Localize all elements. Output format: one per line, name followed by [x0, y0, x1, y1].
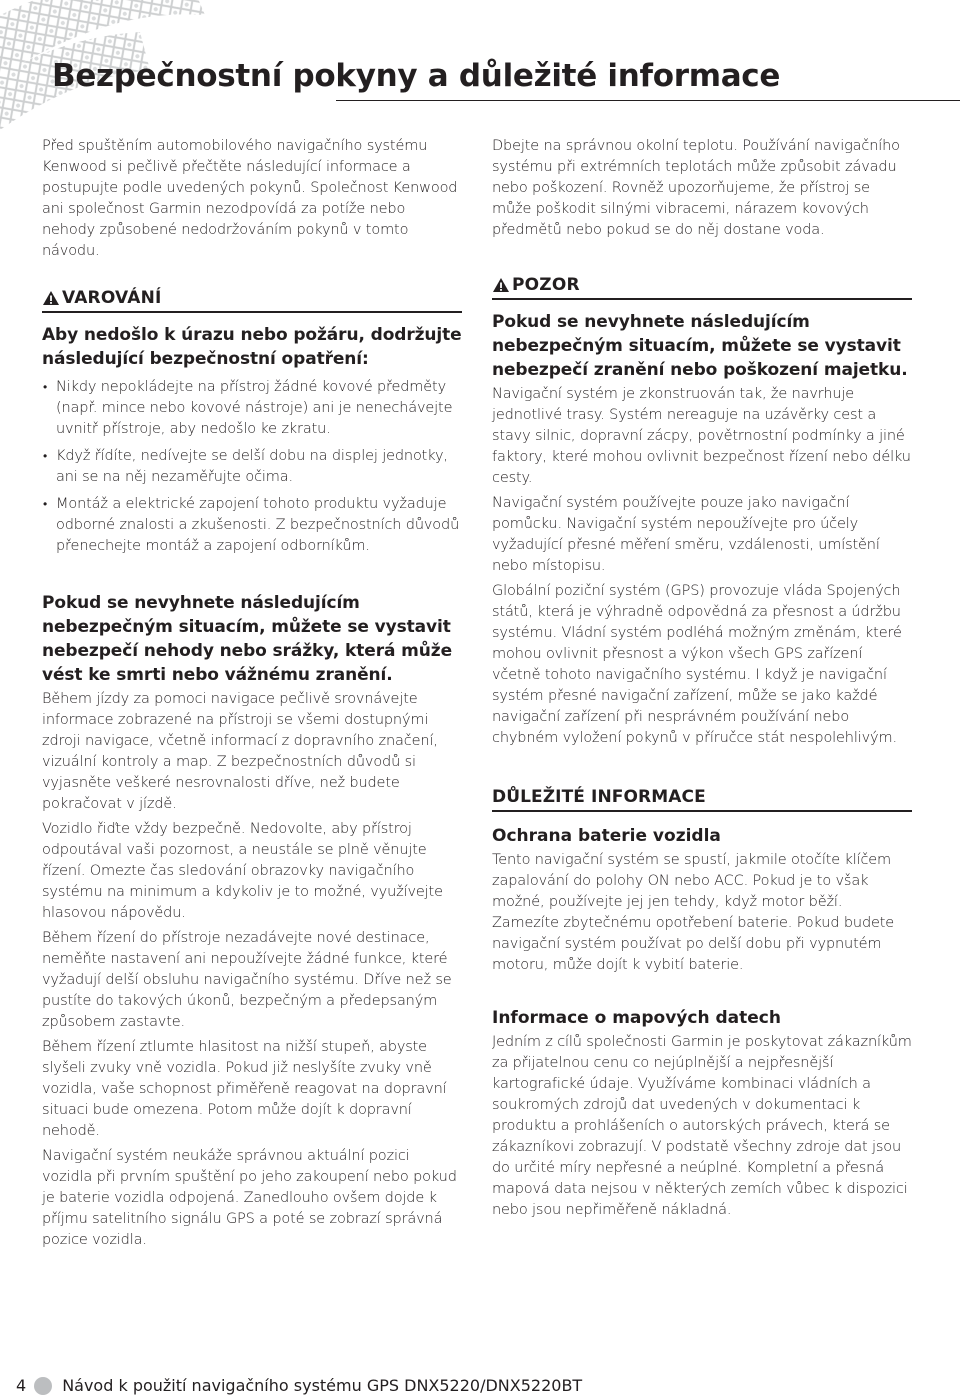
footer-text: Návod k použití navigačního systému GPS DNX5220/DNX5220BT [62, 1376, 583, 1395]
important-info-heading: DŮLEŽITÉ INFORMACE [492, 787, 912, 812]
bullet-dot: • [43, 380, 48, 394]
warning-triangle-icon [42, 290, 60, 306]
map-data-heading: Informace o mapových datech [492, 1008, 781, 1028]
warning-intro: Aby nedošlo k úrazu nebo požáru, dodržujte následující bezpečnostní opatření: [42, 325, 462, 369]
battery-paragraph: Tento navigační systém se spustí, jakmile otočíte klíčem zapalování do polohy ON nebo ACC. Pokud je to však možné, používejte jej jen tehdy, když motor běží. Zamezíte zbytečnému opotřebení baterie. Pokud budete navigační systém používat po delší dobu při vypnutém motoru, může dojít k vybití baterie. [492, 852, 895, 973]
body-paragraph: Během řízení ztlumte hlasitost na nižší stupeň, abyste slyšeli zvuky vně vozidla. Pokud již neslyšíte zvuky vně vozidla, vaše schopnost přiměřeně reagovat na dopravní situaci bude omezena. Potom může dojít k dopravní nehodě. [42, 1039, 447, 1139]
body-paragraph: Navigační systém používejte pouze jako navigační pomůcku. Navigační systém nepoužívejte pro účely vyžadující přesné měření směru, vzdálenosti, umístění nebo místopisu. [492, 495, 880, 574]
caution-intro: Pokud se nevyhnete následujícím nebezpečným situacím, můžete se vystavit nebezpečí zranění nebo poškození majetku. [492, 312, 908, 380]
left-column [42, 136, 462, 1251]
warning-list [42, 377, 462, 557]
caution-heading-label: POZOR [512, 275, 580, 295]
caution-heading [492, 275, 912, 300]
warning-heading [42, 288, 462, 313]
body-paragraph: Během jízdy za pomoci navigace pečlivě srovnávejte informace zobrazené na přístroji se všemi dostupnými zdroji navigace, včetně informací z dopravního značení, vizuální kontroly a map. Z bezpečnostních důvodů si vyjasněte veškeré nesrovnalosti dříve, než budete pokračovat v jízdě. [42, 691, 438, 812]
bullet-dot: • [43, 449, 48, 463]
bullet-dot: • [43, 497, 48, 511]
map-data-paragraph: Jedním z cílů společnosti Garmin je poskytovat zákazníkům za přijatelnou cenu co nejúplnější a nejpřesnější kartografické údaje. Využíváme kombinaci vládních a soukromých zdrojů dat uvedených v dokumentaci k produktu a prohlášeních o autorských právech, která se zákazníkovi zobrazují. V podstatě všechny zdroje dat jsou do určité míry nepřesné a neúplné. Kompletní a přesná mapová data nejsou v některých zemích vůbec k dispozici nebo jsou nepřiměřeně nákladná. [492, 1034, 912, 1218]
danger-heading: Pokud se nevyhnete následujícím nebezpečným situacím, můžete se vystavit nebezpečí nehody nebo srážky, která může vést ke smrti nebo vážnému zranění. [42, 593, 453, 685]
list-item [42, 377, 462, 440]
warning-bullet-text: Nikdy nepokládejte na přístroj žádné kovové předměty (např. mince nebo kovové nástroje) ani je nenechávejte uvnitř přístroje, aby nedošlo ke zkratu. [56, 379, 453, 437]
body-paragraph: Vozidlo řiďte vždy bezpečně. Nedovolte, aby přístroj odpoutával vaši pozornost, a neustále se plně věnujte řízení. Omezte čas sledování obrazovky navigačního systému na minimum a kdykoliv je to možné, využívejte hlasovou nápovědu. [42, 821, 443, 921]
footer-circle-icon [34, 1377, 52, 1395]
body-paragraph: Během řízení do přístroje nezadávejte nové destinace, neměňte nastavení ani nepoužívejte žádné funkce, které vyžadují delší obsluhu navigačního systému. Dříve než se pustíte do takových úkonů, bezpečným a předepsaným způsobem zastavte. [42, 930, 452, 1030]
body-paragraph: Navigační systém je zkonstruován tak, že navrhuje jednotlivé trasy. Systém nereaguje na uzávěrky cest a stavy silnic, dopravní zácpy, povětrnostní podmínky a jiné faktory, které mohou ovlivnit bezpečnost řízení nebo délku cesty. [492, 386, 911, 486]
list-item [42, 446, 462, 488]
list-item [42, 494, 462, 557]
body-paragraph: Navigační systém neukáže správnou aktuální pozici vozidla při prvním spuštění po jeho zakoupení nebo pokud je baterie vozidla odpojená. Zanedlouho ovšem dojde k příjmu satelitního signálu GPS a poté se zobrazí správná pozice vozidla. [42, 1148, 457, 1248]
warning-bullet-text: Montáž a elektrické zapojení tohoto produktu vyžaduje odborné znalosti a zkušenosti. Z bezpečnostních důvodů přenechejte montáž a zapojení odborníkům. [56, 496, 460, 554]
title-rule [336, 100, 960, 101]
intro-paragraph: Před spuštěním automobilového navigačního systému Kenwood si pečlivě přečtěte následující informace a postupujte podle uvedených pokynů. Společnost Kenwood ani společnost Garmin nezodpovídá za potíže nebo nehody způsobené nedodržováním pokynů v tomto návodu. [42, 138, 458, 259]
page-footer [16, 1376, 582, 1395]
warning-triangle-icon [492, 277, 510, 293]
warning-heading-label: VAROVÁNÍ [62, 288, 162, 308]
battery-heading: Ochrana baterie vozidla [492, 826, 721, 846]
page-number: 4 [16, 1376, 27, 1395]
page-title: Bezpečnostní pokyny a důležité informace [52, 58, 781, 94]
body-paragraph: Globální poziční systém (GPS) provozuje vláda Spojených států, která je výhradně odpovědná za přesnost a údržbu systému. Vládní systém podléhá možným změnám, které mohou ovlivnit přesnost a výkon všech GPS zařízení včetně tohoto navigačního systému. I když je navigační systém přesné navigační zařízení, může se jako každé navigační zařízení při nesprávném používání nebo chybném vyložení pokynů v příručce stát nespolehlivým. [492, 583, 902, 746]
warning-bullet-text: Když řídíte, nedívejte se delší dobu na displej jednotky, ani se na něj nezaměřujte očima. [56, 448, 448, 485]
temperature-paragraph: Dbejte na správnou okolní teplotu. Používání navigačního systému při extrémních teplotách může způsobit závadu nebo poškození. Rovněž upozorňujeme, že přístroj se může poškodit silnými vibracemi, nárazem kovových předmětů nebo pokud se do něj dostane voda. [492, 138, 900, 238]
right-column [492, 136, 912, 1221]
